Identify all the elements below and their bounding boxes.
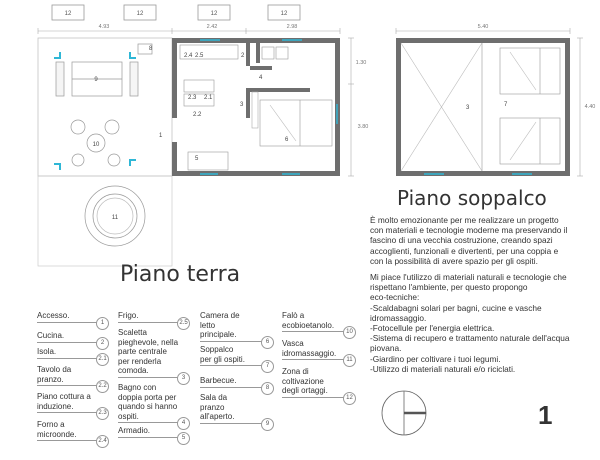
legend-item-underline [282,359,350,360]
dimension-label: 1.30 [355,60,367,66]
title-piano-terra: Piano terra [120,262,241,287]
legend-item-underline [37,440,103,441]
interior-furniture [180,45,332,170]
legend-item-number: 3 [177,372,190,385]
legend-item [282,311,354,336]
room-label: 10 [92,142,100,148]
legend-item-underline [200,365,268,366]
project-description [370,215,585,380]
legend-item [37,311,107,326]
legend-item-number: 1 [96,317,109,330]
legend-item-underline [118,422,184,423]
legend-item-number: 5 [177,432,190,445]
legend-item-underline [200,387,268,388]
legend-item-text: Piano cottura a induzione. [37,392,91,411]
legend-item-number: 4 [177,417,190,430]
room-label: 3 [240,102,244,108]
dimension-label: 2.98 [286,24,298,30]
legend-item-underline [282,397,350,398]
legend-item-text: Cucina. [37,331,65,340]
legend-item [37,347,107,362]
tag-box-label: 12 [64,11,72,17]
legend-item-underline [37,322,103,323]
room-label: 6 [285,137,289,143]
legend-item-number: 7 [261,360,274,373]
legend-item-text: Scaletta pieghevole, nella parte centrale per renderla comoda. [118,328,179,376]
legend-item-text: Isola. [37,347,57,356]
legend-item-text: Accesso. [37,311,70,320]
legend-item-number: 10 [343,326,356,339]
legend-item-text: Barbecue. [200,376,237,385]
north-arrow-icon [382,391,426,435]
legend-item-underline [118,437,184,438]
room-label: 7 [504,102,508,108]
tag-box-label: 12 [210,11,218,17]
legend-item-underline [37,385,103,386]
legend-item [200,311,272,345]
tag-box-label: 12 [280,11,288,17]
legend-item-underline [37,358,103,359]
room-label: 2 [241,53,245,59]
description-paragraph-2: Mi piace l'utilizzo di materiali naturali e tecnologie che rispettano l'ambiente, per questo propongo eco-tecniche: -Scaldabagni solari per bagni, cucine e vasche idromassaggio. -Fotocellule per l'energia elettrica. -Sistema di recupero e trattamento naturale dell'acqua piovana. -Giardino per coltivare i tuoi legumi. -Utilizzo di materiali naturali e/o riciclati. [370,272,570,374]
dimension-label: 4.40 [584,104,596,110]
room-label: 2.4 [184,53,193,59]
dimension-label: 5.40 [477,24,489,30]
legend-item-text: Frigo. [118,311,139,320]
room-label: 9 [94,77,98,83]
legend-item-text: Armadio. [118,426,151,435]
room-label: 2.2 [193,112,202,118]
room-label: 2.1 [204,95,213,101]
legend-item-text: Vasca idromassaggio. [282,339,337,358]
legend-item [37,392,107,417]
legend-item [200,393,272,427]
legend-item-underline [37,342,103,343]
legend-item-number: 2.4 [96,435,109,448]
dimension-label: 3.80 [357,124,369,130]
legend-item-number: 2.1 [96,353,109,366]
room-label: 2.3 [188,95,197,101]
room-label: 11 [111,215,119,221]
guest-beds [500,48,560,164]
legend-item [118,311,188,326]
room-label: 8 [149,46,153,52]
legend-item-underline [37,412,103,413]
legend-item-text: Falò a ecobioetanolo. [282,311,335,330]
room-label: 2.5 [195,53,204,59]
legend-item-number: 6 [261,336,274,349]
legend-item-underline [200,341,268,342]
legend-item [118,383,188,427]
room-labels-soppalco [466,102,508,111]
room-label: 5 [195,156,199,162]
legend-item [118,426,188,441]
legend-item [37,420,107,445]
legend-item [200,345,272,370]
legend-item-text: Zona di coltivazione degli ortaggi. [282,367,328,396]
tag-box-label: 12 [136,11,144,17]
legend-item-number: 2.3 [96,407,109,420]
legend-item-text: Camera de letto principale. [200,311,240,340]
legend-item-underline [200,423,268,424]
legend-item-text: Soppalco per gli ospiti. [200,345,245,364]
legend-item-number: 9 [261,418,274,431]
legend-item-text: Sala da pranzo all'aperto. [200,393,235,422]
tag-boxes [52,5,300,20]
legend-item [37,365,107,390]
legend-item-number: 12 [343,392,356,405]
legend-item [282,367,354,401]
legend-item-text: Forno a microonde. [37,420,77,439]
dimension-label: 4.93 [98,24,110,30]
legend-item-text: Tavolo da pranzo. [37,365,72,384]
title-piano-soppalco: Piano soppalco [397,186,547,210]
room-label: 3 [466,105,470,111]
legend-item [37,331,107,346]
legend-item-number: 2.2 [96,380,109,393]
room-label: 4 [259,75,263,81]
legend-item [118,328,188,381]
page-number: 1 [538,400,553,430]
legend-item-number: 2.5 [177,317,190,330]
room-label: 1 [159,133,163,139]
legend-item-number: 2 [96,337,109,350]
mezzanine-void [401,43,482,171]
legend-item-underline [282,331,350,332]
legend-item-number: 11 [343,354,356,367]
dimension-label: 2.42 [206,24,218,30]
legend-item [200,376,272,391]
legend-item-underline [118,377,184,378]
legend-item-underline [118,322,184,323]
legend-item-number: 8 [261,382,274,395]
legend-item [282,339,354,364]
description-paragraph-1: È molto emozionante per me realizzare un progetto con materiali e tecnologie moderne ma preservando il fascino di una vecchia costruzione, creando spazi accoglienti, funzionali e divertenti, per una coppia e con la possibilità di avere spazio per gli ospiti. [370,215,568,266]
legend-item-text: Bagno con doppia porta per quando si hanno ospiti. [118,383,178,421]
